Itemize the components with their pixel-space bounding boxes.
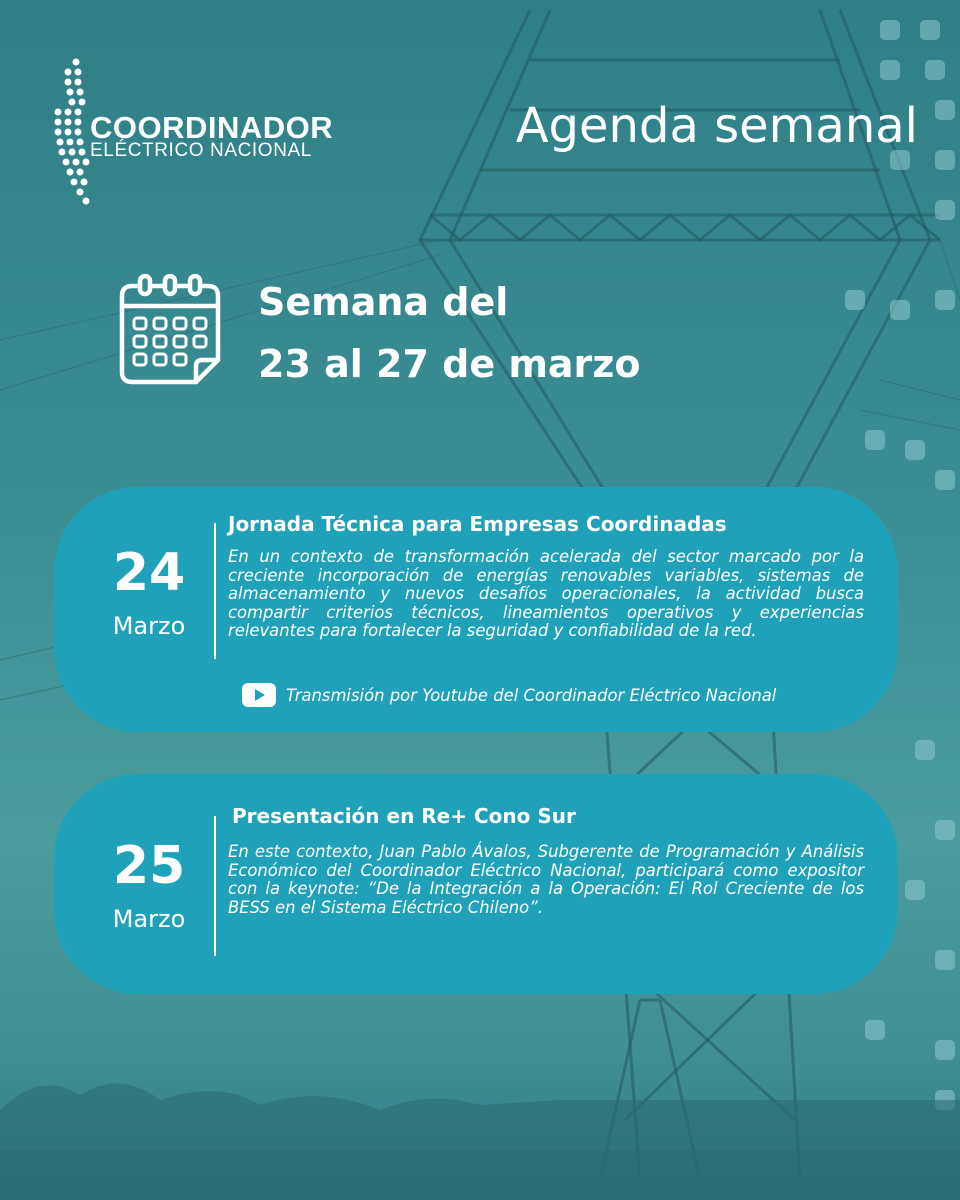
- event-title: Jornada Técnica para Empresas Coordinadas: [228, 512, 727, 536]
- event-month: Marzo: [112, 905, 186, 933]
- event-description: En un contexto de transformación acelerada del sector marcado por la creciente incorporación de energías renovables variables, sistemas de almacenamiento y nuevos desafíos operacionales, la actividad busca compartir criterios técnicos, lineamientos operativos y experiencias relevantes para fortalecer la seguridad y confiabilidad de la red.: [228, 547, 864, 641]
- date-divider: [214, 523, 216, 659]
- brand-name: COORDINADOR: [90, 110, 334, 145]
- event-day: 24: [112, 543, 186, 603]
- event-day: 25: [112, 836, 186, 896]
- event-description: En este contexto, Juan Pablo Ávalos, Subgerente de Programación y Análisis Económico del Coordinador Eléctrico Nacional, participará como expositor con la keynote: “De la Integración a la Operación: El Rol Creciente de los BESS en el Sistema Eléctrico Chileno”.: [228, 842, 864, 917]
- stream-text: Transmisión por Youtube del Coordinador Eléctrico Nacional: [286, 685, 777, 705]
- event-card-25-marzo: [54, 774, 898, 994]
- event-card-24-marzo: [54, 487, 898, 732]
- brand-subtitle: ELÉCTRICO NACIONAL: [90, 140, 312, 161]
- page-title: Agenda semanal: [515, 98, 918, 154]
- youtube-icon: [242, 683, 276, 707]
- stream-link[interactable]: [242, 683, 776, 707]
- week-heading-line-1: Semana del: [258, 280, 509, 324]
- date-divider: [214, 816, 216, 956]
- event-month: Marzo: [112, 612, 186, 640]
- event-title: Presentación en Re+ Cono Sur: [232, 804, 576, 828]
- week-heading-line-2: 23 al 27 de marzo: [258, 342, 641, 386]
- calendar-icon: [118, 274, 222, 386]
